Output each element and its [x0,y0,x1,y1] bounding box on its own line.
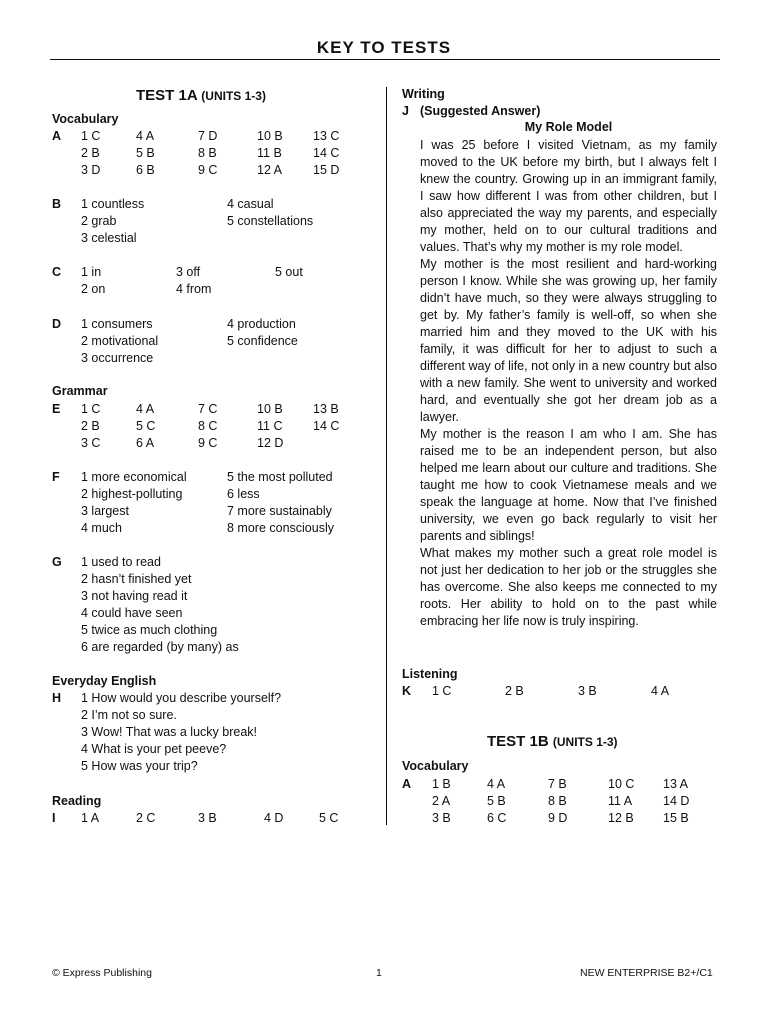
answer-item: 8 C [198,419,218,433]
footer-publisher: © Express Publishing [52,967,152,979]
test-1a-title: TEST 1A [136,87,198,104]
answer-item: 2 highest-polluting [81,487,183,501]
answer-item: 7 C [198,402,218,416]
answer-item: 9 D [548,811,568,825]
answer-item: 11 C [257,419,283,433]
section-letter-h: H [52,691,62,705]
answer-item: 5 constellations [227,214,314,228]
answer-item: 3 D [81,163,101,177]
answer-item: 1 A [81,811,100,825]
answer-item: 4 A [136,129,155,143]
answer-item: 3 C [81,436,101,450]
answer-item: 5 out [275,265,303,279]
answer-item: 4 could have seen [81,606,183,620]
answer-item: 13 B [313,402,339,416]
section-letter-d: D [52,317,62,331]
answer-item: 3 off [176,265,201,279]
section-letter-a: A [52,129,62,143]
essay-body [420,137,717,630]
answer-item: 7 B [548,777,567,791]
answer-item: 8 more consciously [227,521,334,535]
answer-item: 2 A [432,794,451,808]
answer-item: 5 twice as much clothing [81,623,218,637]
essay-paragraph: I was 25 before I visited Vietnam, as my family moved to the UK before my birth, but I always felt I knew the country. Growing up in an immigrant family, I saw how different I was from other children, but I also appreciated the way my parents, and especially my mother, held on to our cultural traditions and values. That’s why my mother is my role model. [420,138,717,254]
essay-paragraph: What makes my mother such a great role model is not just her dedication to her job or the struggles she has overcome. She also keeps me connected to my roots. Her ability to hold on to the past while embracing her life now is truly inspiring. [420,546,717,628]
answer-item: 12 B [608,811,634,825]
answer-item: 7 D [198,129,218,143]
answer-item: 12 A [257,163,283,177]
answer-item: 1 How would you describe yourself? [81,691,282,705]
answer-item: 2 on [81,282,106,296]
answer-item: 14 C [313,146,340,160]
page-title: KEY TO TESTS [316,38,452,57]
answer-item: 6 less [227,487,260,501]
answer-item: 6 B [136,163,155,177]
answer-item: 1 B [432,777,451,791]
essay-paragraph: My mother is the most resilient and hard-working person I know. While she was growing up, her family didn’t have much, so they were always struggling to get by. My father’s family is well-off, so when she married him and they moved to the UK with his family, it was difficult for her to adjust to such a different way of life, not only in a new country but also with a new family. She went to university and worked hard, and eventually she got her dream job as a lawyer. [420,257,717,424]
answer-item: 3 celestial [81,231,137,245]
test-1b-units: (UNITS 1-3) [552,735,618,749]
suggested-answer-note: (Suggested Answer) [420,104,541,118]
answer-item: 10 B [257,129,283,143]
reading-heading: Reading [52,794,102,808]
answer-item: 3 B [432,811,451,825]
answer-item: 4 D [264,811,284,825]
answer-item: 5 C [136,419,156,433]
section-letter-c: C [52,265,62,279]
answer-item: 4 A [136,402,155,416]
answer-item: 1 C [432,684,452,698]
answer-item: 1 in [81,265,102,279]
answer-item: 12 D [257,436,284,450]
test-1a-units: (UNITS 1-3) [201,89,266,103]
answer-item: 4 What is your pet peeve? [81,742,227,756]
answer-item: 2 C [136,811,156,825]
answer-item: 6 A [136,436,155,450]
answer-item: 6 are regarded (by many) as [81,640,239,654]
test-1a-heading [136,87,266,104]
answer-item: 3 Wow! That was a lucky break! [81,725,258,739]
title-divider [50,59,720,60]
answer-item: 15 D [313,163,340,177]
everyday-english-heading: Everyday English [52,674,157,688]
answer-item: 15 B [663,811,689,825]
listening-heading: Listening [402,667,458,681]
section-letter-i: I [52,811,56,825]
column-divider [386,87,387,825]
answer-item: 14 C [313,419,340,433]
answer-item: 8 B [548,794,567,808]
answer-item: 2 hasn’t finished yet [81,572,192,586]
answer-item: 4 A [651,684,670,698]
answer-item: 4 A [487,777,506,791]
answer-item: 5 B [136,146,155,160]
answer-item: 5 confidence [227,334,298,348]
vocabulary-heading: Vocabulary [52,112,119,126]
answer-item: 5 How was your trip? [81,759,198,773]
answer-item: 4 production [227,317,296,331]
test-1b-heading [487,733,618,750]
answer-item: 3 B [198,811,217,825]
answer-item: 2 B [81,419,100,433]
answer-item: 2 grab [81,214,117,228]
answer-item: 2 motivational [81,334,159,348]
answer-item: 13 A [663,777,689,791]
essay-title: My Role Model [524,120,613,134]
answer-item: 3 B [578,684,597,698]
section-letter-k: K [402,684,412,698]
answer-item: 3 occurrence [81,351,154,365]
answer-item: 5 B [487,794,506,808]
test-1b-title: TEST 1B [487,733,549,750]
test-1b-vocabulary-heading: Vocabulary [402,759,469,773]
footer-page-number: 1 [376,967,382,979]
answer-item: 1 countless [81,197,145,211]
essay-paragraph: My mother is the reason I am who I am. She has raised me to be an independent person, but also helped me learn about our culture and traditions. She taught me how to cook Vietnamese meals and we speak the language at home. Now that I’ve finished university, we even go back regularly to visit her parents and siblings! [420,427,717,543]
section-letter-e: E [52,402,61,416]
answer-item: 3 largest [81,504,129,518]
answer-item: 1 more economical [81,470,187,484]
grammar-heading: Grammar [52,384,108,398]
answer-item: 11 A [608,794,633,808]
answer-item: 7 more sustainably [227,504,332,518]
answer-item: 3 not having read it [81,589,188,603]
answer-item: 5 the most polluted [227,470,333,484]
answer-item: 6 C [487,811,507,825]
answer-item: 1 C [81,129,101,143]
answer-item: 5 C [319,811,339,825]
answer-item: 1 used to read [81,555,161,569]
footer-edition: NEW ENTERPRISE B2+/C1 [580,967,713,979]
answer-item: 8 B [198,146,217,160]
section-letter-b: B [52,197,62,211]
answer-item: 4 much [81,521,122,535]
answer-item: 1 consumers [81,317,153,331]
answer-item: 13 C [313,129,340,143]
test-1b-section-letter-a: A [402,777,412,791]
answer-item: 10 B [257,402,283,416]
section-letter-f: F [52,470,60,484]
answer-item: 9 C [198,436,218,450]
answer-item: 10 C [608,777,635,791]
section-letter-j: J [402,104,409,118]
section-letter-g: G [52,555,62,569]
answer-item: 4 from [176,282,212,296]
answer-item: 4 casual [227,197,274,211]
answer-item: 9 C [198,163,218,177]
answer-item: 14 D [663,794,690,808]
answer-item: 11 B [257,146,282,160]
writing-heading: Writing [402,87,445,101]
answer-item: 2 B [505,684,524,698]
answer-item: 2 I’m not so sure. [81,708,177,722]
answer-item: 2 B [81,146,100,160]
answer-item: 1 C [81,402,101,416]
